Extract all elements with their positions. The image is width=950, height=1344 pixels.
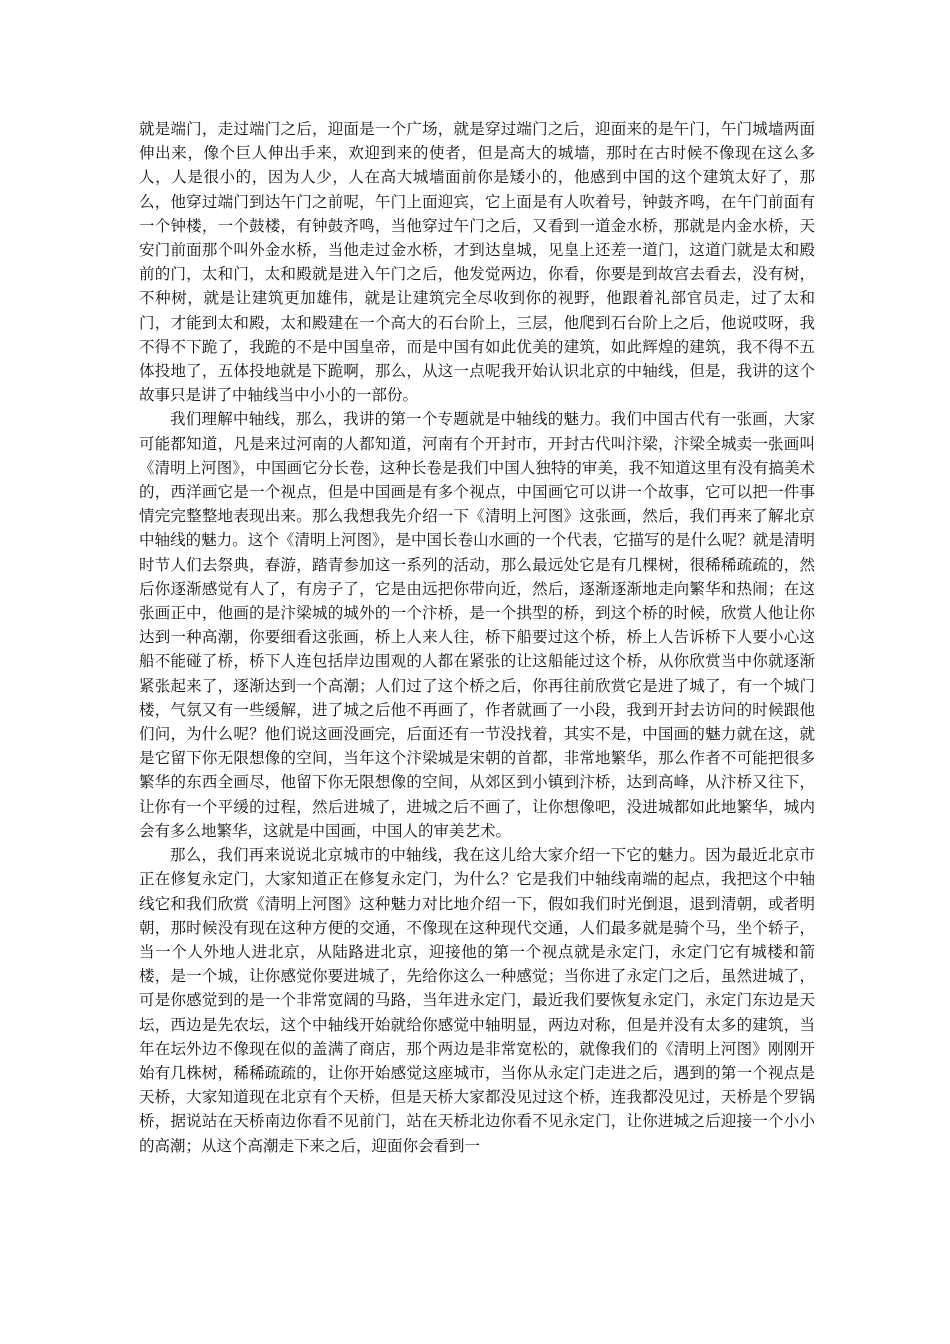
paragraph-painting-comparison: 我们理解中轴线，那么，我讲的第一个专题就是中轴线的魅力。我们中国古代有一张画，大家可能都知道，凡是来过河南的人都知道，河南有个开封市，开封古代叫汴梁，汴梁全城卖一张画叫《清明上河图》，中国画它分长卷，这种长卷是我们中国人独特的审美，我不知道这里有没有搞美术的，西洋画它是一个视点，但是中国画是有多个视点，中国画它可以讲一个故事，它可以把一件事情完完整整地表现出来。那么我想我先介绍一下《清明上河图》这张画，然后，我们再来了解北京中轴线的魅力。这个《清明上河图》，是中国长卷山水画的一个代表，它描写的是什么呢？就是清明时节人们去祭典，春游，踏青参加这一系列的活动，那么最远处它是有几棵树，很稀稀疏疏的，然后你逐渐感觉有人了，有房子了，它是由远把你带向近，然后，逐渐逐渐地走向繁华和热闹；在这张画正中，他画的是汴梁城的城外的一个汴桥，是一个拱型的桥，到这个桥的时候，欣赏人他让你达到一种高潮，你要细看这张画，桥上人来人往，桥下船要过这个桥，桥上人告诉桥下人要小心这船不能碰了桥，桥下人连包括岸边围观的人都在紧张的让这船能过这个桥，从你欣赏当中你就逐渐紧张起来了，逐渐达到一个高潮；人们过了这个桥之后，你再往前欣赏它是进了城了，有一个城门楼，气氛又有一些缓解，进了城之后他不再画了，作者就画了一小段，我到开封去访问的时候跟他们问，为什么呢？他们说这画没画完，后面还有一节没找着，其实不是，中国画的魅力就在这，就是它留下你无限想像的空间，当年这个汴梁城是宋朝的首都，非常地繁华，那么作者不可能把很多繁华的东西全画尽，他留下你无限想像的空间，从郊区到小镇到汴桥，达到高峰，从汴桥又往下，让你有一个平缓的过程，然后进城了，进城之后不画了，让你想像吧，没进城都如此地繁华，城内会有多么地繁华，这就是中国画，中国人的审美艺术。 <box>139 410 815 840</box>
body-text <box>139 117 815 1158</box>
paragraph-continuation: 就是端门，走过端门之后，迎面是一个广场，就是穿过端门之后，迎面来的是午门，午门城墙两面伸出来，像个巨人伸出手来，欢迎到来的使者，但是高大的城墙，那时在古时候不像现在这么多人，人是很小的，因为人少，人在高大城墙面前你是矮小的，他感到中国的这个建筑太好了，那么，他穿过端门到达午门之前呢，午门上面迎宾，它上面是有人吹着号，钟鼓齐鸣，在午门前面有一个钟楼，一个鼓楼，有钟鼓齐鸣，当他穿过午门之后，又看到一道金水桥，那就是内金水桥，天安门前面那个叫外金水桥，当他走过金水桥，才到达皇城，见皇上还差一道门，这道门就是太和殿前的门，太和门，太和殿就是进入午门之后，他发觉两边，你看，你要是到故宫去看去，没有树，不种树，就是让建筑更加雄伟，就是让建筑完全尽收到你的视野，他跟着礼部官员走，过了太和门，才能到太和殿，太和殿建在一个高大的石台阶上，三层，他爬到石台阶上之后，他说哎呀，我不得不下跪了，我跪的不是中国皇帝，而是中国有如此优美的建筑，如此辉煌的建筑，我不得不五体投地了，五体投地就是下跪啊，那么，从这一点呢我开始认识北京的中轴线，但是，我讲的这个故事只是讲了中轴线当中小小的一部份。 <box>139 120 815 405</box>
paragraph-beijing-axis: 那么，我们再来说说北京城市的中轴线，我在这儿给大家介绍一下它的魅力。因为最近北京市正在修复永定门，大家知道正在修复永定门，为什么？它是我们中轴线南端的起点，我把这个中轴线它和我们欣赏《清明上河图》这种魅力对比地介绍一下，假如我们时光倒退，退到清朝，或者明朝，那时候没有现在这种方便的交通，不像现在这种现代交通，人们最多就是骑个马，坐个轿子，当一个人外地人进北京，从陆路进北京，迎接他的第一个视点就是永定门，永定门它有城楼和箭楼，是一个城，让你感觉你要进城了，先给你这么一种感觉；当你进了永定门之后，虽然进城了，可是你感觉到的是一个非常宽阔的马路，当年进永定门，最近我们要恢复永定门，永定门东边是天坛，西边是先农坛，这个中轴线开始就给你感觉中轴明显，两边对称，但是并没有太多的建筑，当年在坛外边不像现在似的盖满了商店，那个两边是非常宽松的，就像我们的《清明上河图》刚刚开始有几株树，稀稀疏疏的，让你开始感觉这座城市，当你从永定门走进之后，遇到的第一个视点是天桥，大家知道现在北京有个天桥，但是天桥大家都没见过这个桥，连我都没见过，天桥是个罗锅桥，据说站在天桥南边你看不见前门，站在天桥北边你看不见永定门，让你进城之后迎接一个小小的高潮；从这个高潮走下来之后，迎面你会看到一 <box>139 846 815 1155</box>
